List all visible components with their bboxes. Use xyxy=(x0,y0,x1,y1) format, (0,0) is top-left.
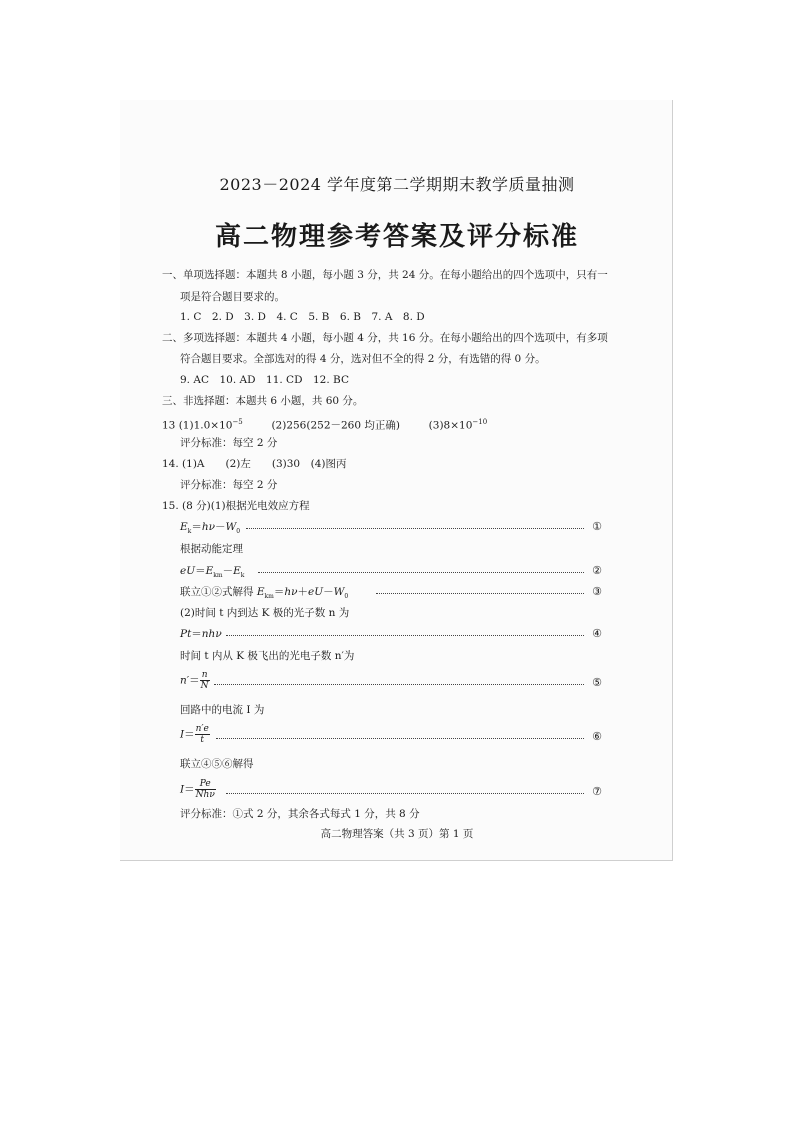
q14-grading: 评分标准：每空 2 分 xyxy=(180,479,278,491)
q13-part3-exponent: −10 xyxy=(472,418,488,426)
dot-leader xyxy=(216,738,584,739)
dot-leader xyxy=(376,593,584,594)
q15-part2-text: (2)时间 t 内到达 K 极的光子数 n 为 xyxy=(180,607,350,619)
equation-7: I＝ $\frac{Pe}{\text{Nhν}}$ xyxy=(180,779,215,800)
page-footer: 高二物理答案（共 3 页）第 1 页 xyxy=(320,828,474,840)
equation-row-7 xyxy=(180,779,602,800)
q15-solve2-text: 联立④⑤⑥解得 xyxy=(180,758,254,770)
section2-heading: 二、多项选择题：本题共 4 小题，每小题 4 分，共 16 分。在每小题给出的四个选项中，有多项 xyxy=(162,332,608,344)
marker-7: ⑦ xyxy=(592,785,602,798)
dot-leader xyxy=(246,528,584,529)
section1-answers: 1. C 2. D 3. D 4. C 5. B 6. B 7. A 8. D xyxy=(180,311,425,323)
equation-row-1 xyxy=(180,520,602,534)
dot-leader xyxy=(226,793,584,794)
equation-row-4 xyxy=(180,627,602,641)
dot-leader xyxy=(214,684,584,685)
q15-electrons-text: 时间 t 内从 K 极飞出的光电子数 n′为 xyxy=(180,650,355,662)
marker-6: ⑥ xyxy=(592,730,602,743)
equation-4: Pt＝nhν xyxy=(180,628,222,640)
q15-current-text: 回路中的电流 I 为 xyxy=(180,704,265,716)
q14-answers: 14. (1)A (2)左 (3)30 (4)图丙 xyxy=(162,458,347,470)
exam-subtitle: 2023－2024 学年度第二学期期末教学质量抽测 xyxy=(219,175,575,194)
equation-2: $eU=E_{km}-E_k$ xyxy=(180,565,245,580)
marker-4: ④ xyxy=(592,627,602,640)
marker-3: ③ xyxy=(592,585,602,598)
equation-3: 联立①②式解得 $E_{km}=h\nu+eU-W_0$ xyxy=(180,586,349,601)
section1-heading-cont: 项是符合题目要求的。 xyxy=(180,291,285,303)
q13-grading: 评分标准：每空 2 分 xyxy=(180,437,278,449)
marker-1: ① xyxy=(592,520,602,533)
q13-part1-exponent: −5 xyxy=(232,418,243,426)
q13-answers xyxy=(162,415,487,433)
equation-row-5 xyxy=(180,670,602,691)
dot-leader xyxy=(226,635,584,636)
q15-dynamics-text: 根据动能定理 xyxy=(180,543,243,555)
equation-row-2 xyxy=(180,564,602,578)
marker-2: ② xyxy=(592,564,602,577)
q13-part1: 13 (1)1.0×10 xyxy=(162,419,233,432)
equation-1: $E_k=h\nu-W_0$ xyxy=(180,521,241,536)
marker-5: ⑤ xyxy=(592,676,602,689)
solve-prefix: 联立①②式解得 xyxy=(180,586,254,598)
section2-heading-cont: 符合题目要求。全部选对的得 4 分，选对但不全的得 2 分，有选错的得 0 分。 xyxy=(180,353,546,365)
page-title: 高二物理参考答案及评分标准 xyxy=(214,222,579,252)
dot-leader xyxy=(258,572,584,573)
equation-row-3 xyxy=(180,585,602,599)
section1-heading: 一、单项选择题：本题共 8 小题，每小题 3 分，共 24 分。在每小题给出的四个选项中，只有一 xyxy=(162,269,608,281)
q13-part3: (3)8×10 xyxy=(428,419,473,432)
equation-5: n′＝ $\frac{n}{N}$ xyxy=(180,670,209,691)
q13-part2: (2)256(252－260 均正确) xyxy=(271,419,400,432)
equation-6: I＝ $\frac{n'e}{t}$ xyxy=(180,724,209,745)
q15-grading: 评分标准：①式 2 分，其余各式每式 1 分，共 8 分 xyxy=(180,808,420,820)
section2-answers: 9. AC 10. AD 11. CD 12. BC xyxy=(180,374,349,386)
equation-row-6 xyxy=(180,724,602,745)
q15-intro: 15. (8 分)(1)根据光电效应方程 xyxy=(162,500,310,512)
section3-heading: 三、非选择题：本题共 6 小题，共 60 分。 xyxy=(162,395,364,407)
